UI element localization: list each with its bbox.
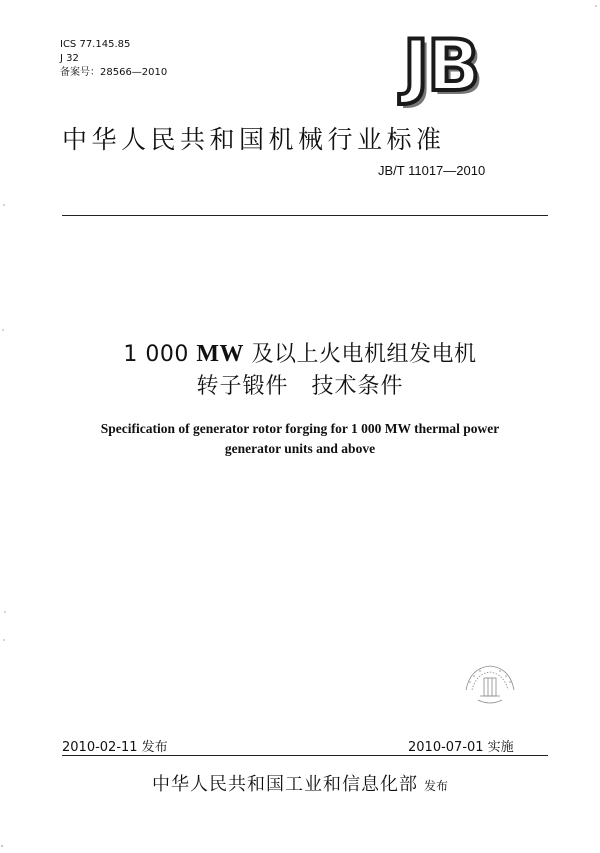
title-cn-suffix: 及以上火电机组发电机: [244, 342, 477, 367]
document-title-cn-line1: [0, 337, 600, 368]
publisher-stamp-icon: [458, 660, 522, 708]
bottom-divider: [62, 755, 548, 756]
implementation-date: 2010-07-01 实施: [408, 740, 514, 755]
record-number: 备案号：28566—2010: [60, 67, 168, 78]
issuing-authority: [0, 770, 600, 796]
standard-code: JB/T 11017—2010: [378, 163, 486, 178]
issuer-suffix: 发布: [423, 779, 448, 793]
title-cn-mw: MW: [196, 341, 245, 367]
document-title-en-line2: generator units and above: [224, 441, 376, 456]
jb-logo: JB: [403, 25, 479, 107]
classification-code: J 32: [60, 53, 79, 64]
issuer-name: 中华人民共和国工业和信息化部: [151, 774, 418, 795]
title-cn-prefix: 1 000: [123, 342, 197, 367]
document-title-en-line1: Specification of generator rotor forging for 1 000 MW thermal power: [100, 421, 500, 436]
top-divider: [62, 215, 548, 216]
issue-date: 2010-02-11 发布: [62, 740, 168, 755]
document-title-cn-line2: 转子锻件 技术条件: [196, 374, 404, 399]
ics-code: ICS 77.145.85: [60, 39, 131, 50]
standard-title: 中华人民共和国机械行业标准: [62, 125, 446, 154]
